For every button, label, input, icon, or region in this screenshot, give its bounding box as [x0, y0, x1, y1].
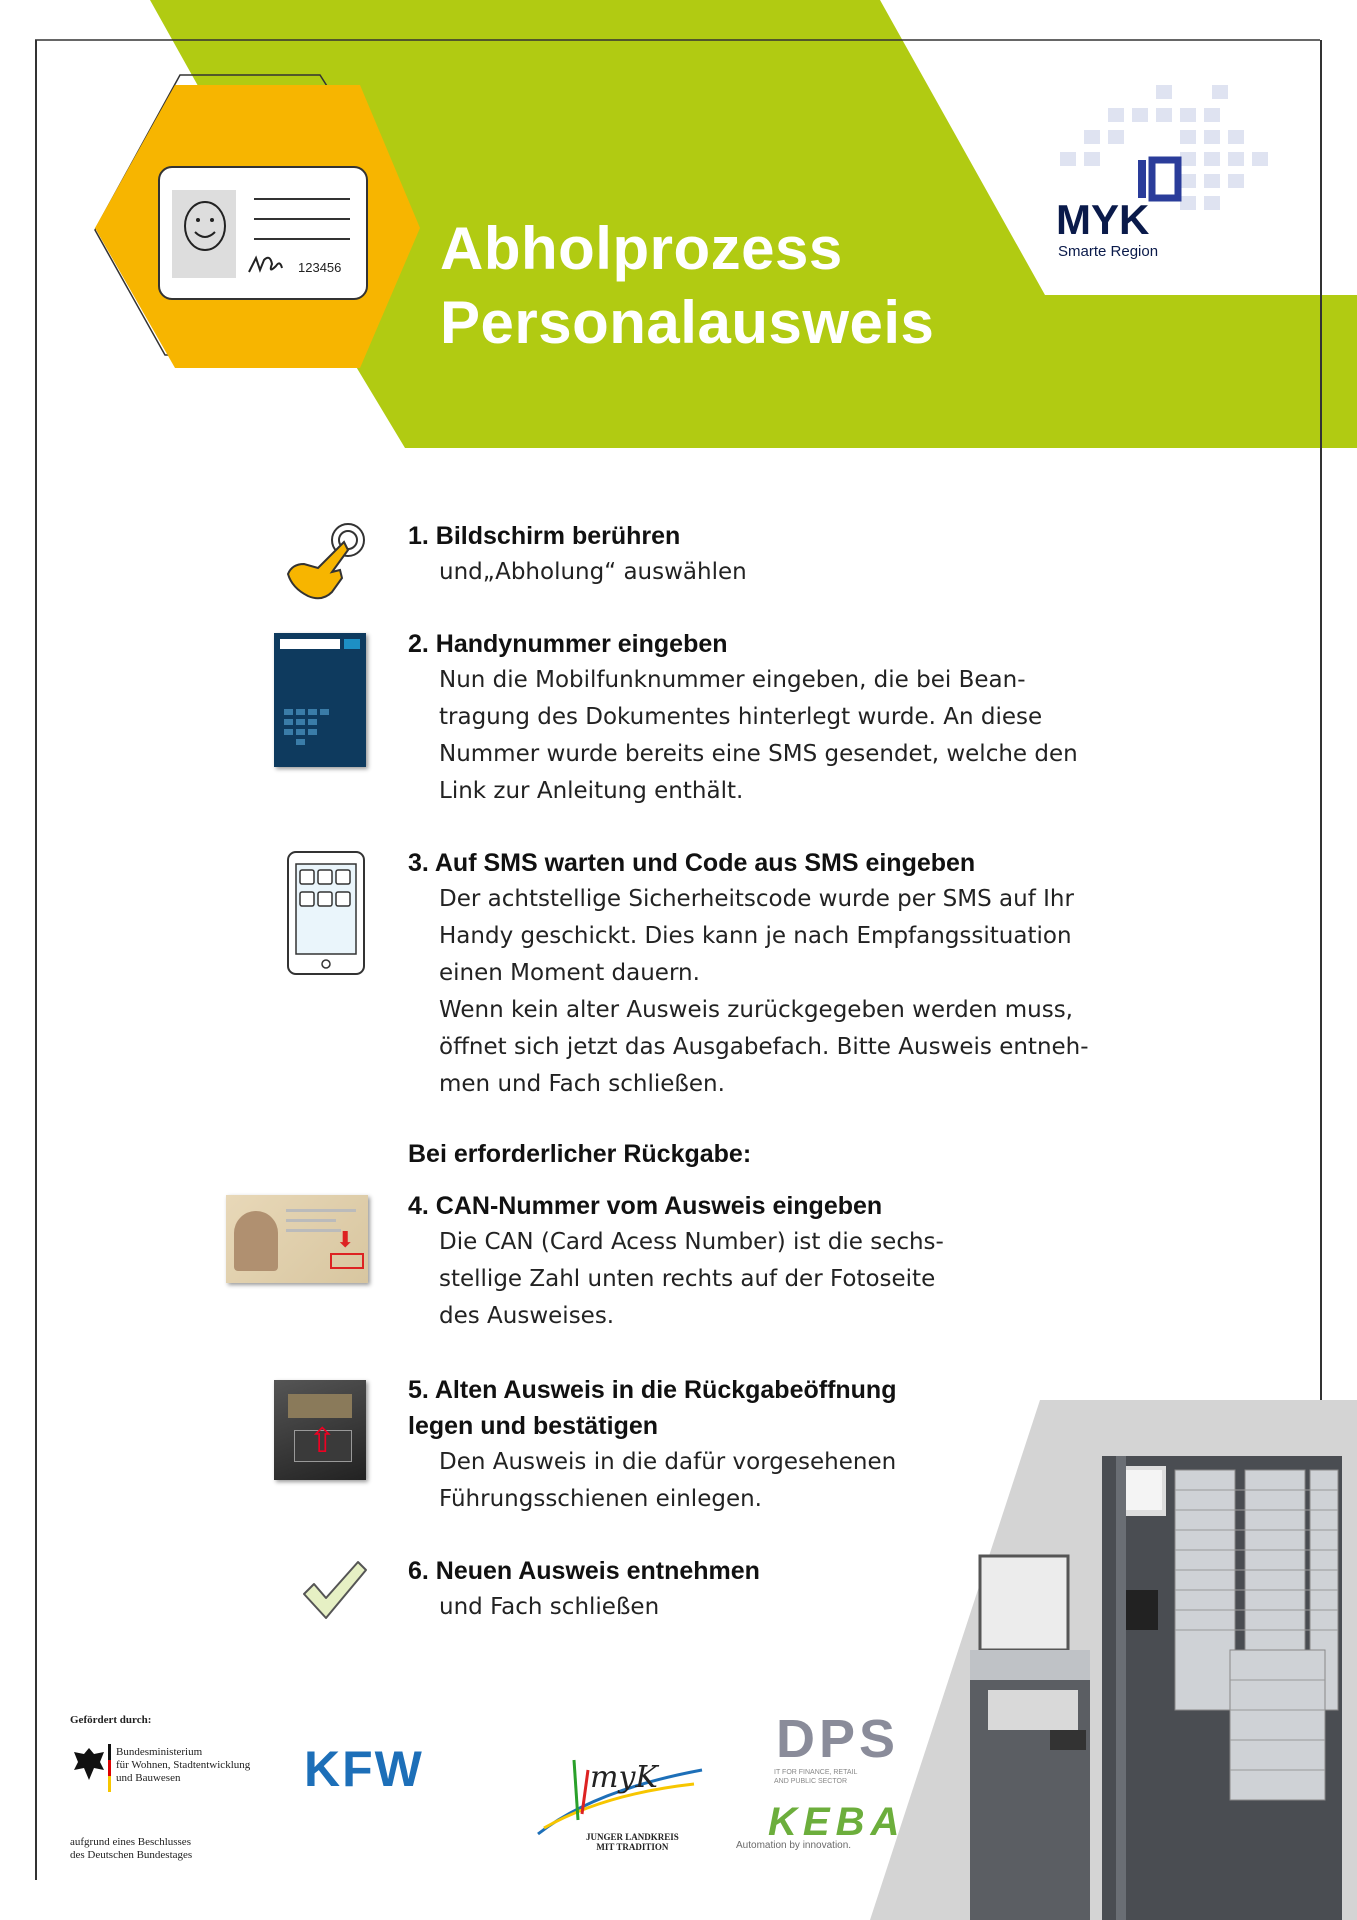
title-line-1: Abholprozess: [440, 215, 843, 282]
keba-tagline: Automation by innovation.: [736, 1840, 852, 1851]
brand-subtitle: Smarte Region: [1058, 243, 1159, 260]
person-photo: [234, 1211, 278, 1271]
keba-logo: KEBA: [768, 1800, 906, 1844]
funded-by-label: Gefördert durch:: [70, 1714, 152, 1726]
step-3-heading: 3. Auf SMS warten und Code aus SMS eingeben: [408, 849, 976, 877]
step-1: [408, 518, 747, 591]
myk-script-logo: myK: [590, 1760, 658, 1795]
id-card-photo-icon: [226, 1195, 368, 1283]
section-label-wrap: [408, 1136, 751, 1172]
up-arrow-icon: ⇧: [308, 1422, 337, 1460]
step-5-heading: 5. Alten Ausweis in die Rückgabeöffnung legen und bestätigen: [408, 1376, 897, 1440]
step-6: [408, 1553, 760, 1626]
dps-logo: DPS: [776, 1709, 900, 1769]
step-2: [408, 626, 1078, 810]
step-5-body: Den Ausweis in die dafür vorgesehenen Führungsschienen einlegen.: [439, 1449, 897, 1512]
brand-myk: MYK: [1056, 196, 1150, 243]
bundestag-decision: aufgrund eines Beschlusses des Deutschen Bundestages: [70, 1836, 193, 1861]
can-highlight: [330, 1253, 364, 1269]
step-4: [408, 1188, 944, 1335]
id-card-icon: [158, 166, 368, 300]
step-4-body: Die CAN (Card Acess Number) ist die sechs- stellige Zahl unten rechts auf der Fotoseite des Ausweises.: [439, 1229, 944, 1329]
smiley-face-icon: [180, 198, 230, 258]
federal-eagle-icon: [72, 1746, 106, 1782]
step-3-body: Der achtstellige Sicherheitscode wurde per SMS auf Ihr Handy geschickt. Dies kann je nach Empfangssituation einen Moment dauern. Wenn kein alter Ausweis zurückgegeben werden muss, öffnet sich jetzt das Ausgabefach. Bitte Ausweis entneh- men und Fach schließen.: [439, 886, 1089, 1097]
frame-right: [1320, 40, 1322, 1400]
section-label: Bei erforderlicher Rückgabe:: [408, 1140, 752, 1168]
step-1-body: und„Abholung“ auswählen: [439, 559, 747, 585]
id-number: 123456: [298, 260, 342, 275]
red-arrow-icon: ⬇: [336, 1227, 355, 1252]
hand-touch-icon: [278, 518, 368, 608]
step-5: [408, 1372, 896, 1518]
frame-left: [35, 40, 37, 1880]
dps-tagline: IT FOR FINANCE, RETAIL AND PUBLIC SECTOR: [774, 1769, 858, 1785]
keypad-screen-icon: [274, 633, 366, 767]
step-6-body: und Fach schließen: [439, 1594, 660, 1620]
page-title: [440, 212, 934, 360]
step-6-heading: 6. Neuen Ausweis entnehmen: [408, 1557, 760, 1585]
title-line-2: Personalausweis: [440, 289, 935, 356]
step-1-heading: 1. Bildschirm berühren: [408, 522, 681, 550]
signature-icon: [246, 252, 286, 278]
step-3: [408, 845, 1089, 1103]
kfw-logo: KFW: [304, 1741, 424, 1797]
step-4-heading: 4. CAN-Nummer vom Ausweis eingeben: [408, 1192, 883, 1220]
kiosk-machine-illustration: [870, 1400, 1357, 1920]
tablet-icon: [286, 850, 368, 978]
step-2-body: Nun die Mobilfunknummer eingeben, die bei Bean- tragung des Dokumentes hinterlegt wurde. An diese Nummer wurde bereits eine SMS gesendet, welche den Link zur Anleitung enthält.: [439, 667, 1078, 804]
ministry-name: Bundesministerium für Wohnen, Stadtentwicklung und Bauwesen: [116, 1746, 251, 1784]
checkmark-icon: [300, 1558, 368, 1624]
landkreis-tagline: JUNGER LANDKREIS MIT TRADITION: [586, 1832, 679, 1852]
step-2-heading: 2. Handynummer eingeben: [408, 630, 728, 658]
return-slot-icon: [274, 1380, 366, 1480]
